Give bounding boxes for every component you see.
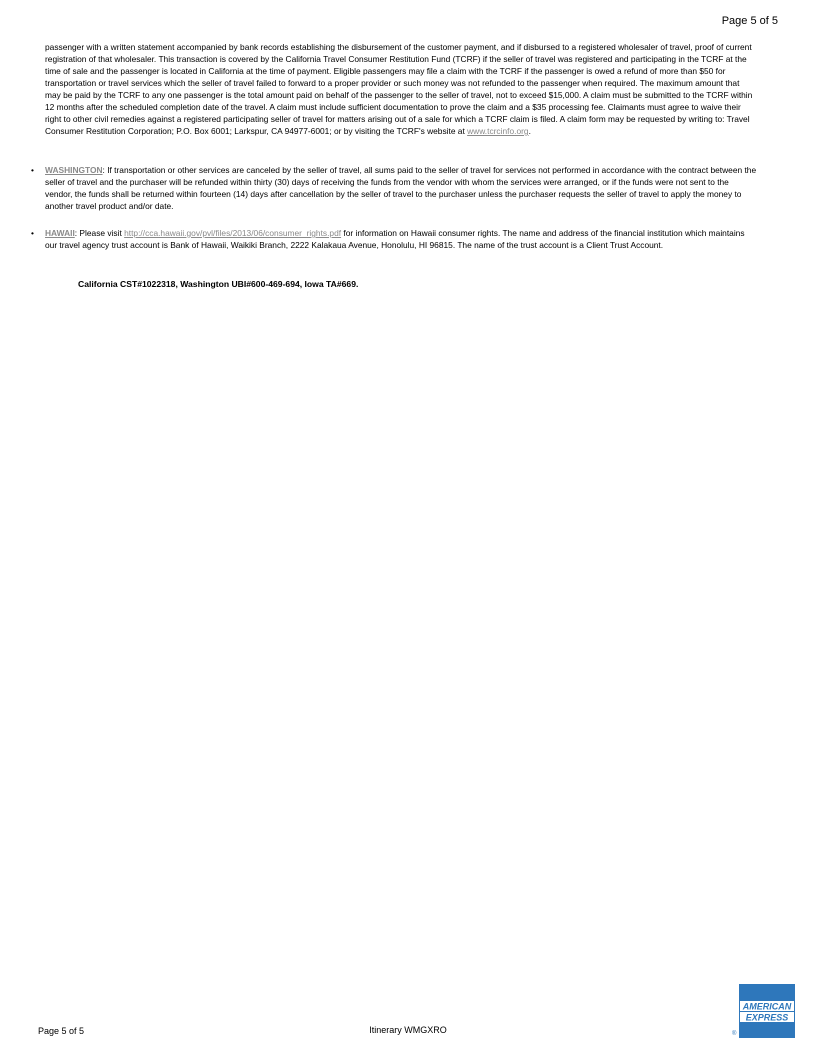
tcrf-website-link[interactable]: www.tcrcinfo.org: [467, 126, 529, 136]
hawaii-pre: : Please visit: [74, 228, 125, 238]
tcrf-tail: .: [528, 126, 531, 136]
tcrf-text: passenger with a written statement accompanied by bank records establishing the disbursement of the customer payment, and if disbursed to a registered wholesaler of travel, proof of current registration of that wholesaler. This transaction is covered by the California Travel Consumer Restitution Fund (TCRF) if the seller of travel was registered and participating in the TCRF at the time of sale and the passenger is located in California at the time of payment. Eligible passengers may file a claim with the TCRF if the passenger is owed a refund of more than $50 for transportation or travel services which the seller of travel failed to forward to a proper provider or such money was not refunded to the passenger when required. The maximum amount that may be paid by the TCRF to any one passenger is the total amount paid on behalf of the passenger to the seller of travel, not to exceed $15,000. A claim must be submitted to the TCRF within 12 months after the scheduled completion date of the travel. A claim must include sufficient documentation to prove the claim and a $35 processing fee. Claimants must agree to waive their right to other civil remedies against a registered participating seller of travel for matters arising out of a sale for which a TCRF claim is filed. A claim form may be requested by writing to: Travel Consumer Restitution Corporation; P.O. Box 6001; Larkspur, CA 94977-6001; or by visiting the TCRF's website at: [45, 42, 753, 136]
hawaii-consumer-rights-link[interactable]: http://cca.hawaii.gov/pvl/files/2013/06/consumer_rights.pdf: [124, 228, 342, 238]
page-number-top: Page 5 of 5: [721, 15, 778, 27]
tcrf-paragraph: [45, 41, 757, 137]
american-express-logo: [739, 984, 795, 1038]
amex-logo-text-bottom: EXPRESS: [745, 1012, 789, 1023]
amex-logo-text-top: AMERICAN: [742, 1001, 792, 1012]
washington-text: : If transportation or other services are canceled by the seller of travel, all sums paid to the seller of travel for services not performed in accordance with the contract between the seller of travel and the purchaser will be refunded within thirty (30) days of receiving the funds from the vendor with whom the services were arranged, or if the funds were not sent to the vendor, the funds shall be returned within fourteen (14) days after cancellation by the seller of travel to the purchaser unless the purchaser requests the seller of travel to apply the money to another travel product and/or date.: [45, 165, 757, 211]
bullet-marker: •: [31, 165, 34, 175]
washington-label: WASHINGTON: [45, 165, 103, 175]
registered-mark: ®: [732, 1031, 737, 1037]
license-numbers: California CST#1022318, Washington UBI#600-469-694, Iowa TA#669.: [78, 279, 359, 289]
hawaii-text: for information on Hawaii consumer rights. The name and address of the financial institution which maintains our travel agency trust account is Bank of Hawaii, Waikiki Branch, 2222 Kalakaua Avenue, Honolulu, HI 96815. The name of the trust account is a Client Trust Account.: [45, 228, 745, 250]
page-number-footer: Page 5 of 5: [38, 1026, 85, 1036]
itinerary-code: Itinerary WMGXRO: [369, 1025, 447, 1035]
washington-bullet-item: [31, 164, 757, 212]
amex-logo-graphic: [739, 984, 795, 1038]
bullet-marker: •: [31, 228, 34, 238]
hawaii-label: HAWAII: [45, 228, 75, 238]
hawaii-bullet-item: [31, 227, 757, 251]
